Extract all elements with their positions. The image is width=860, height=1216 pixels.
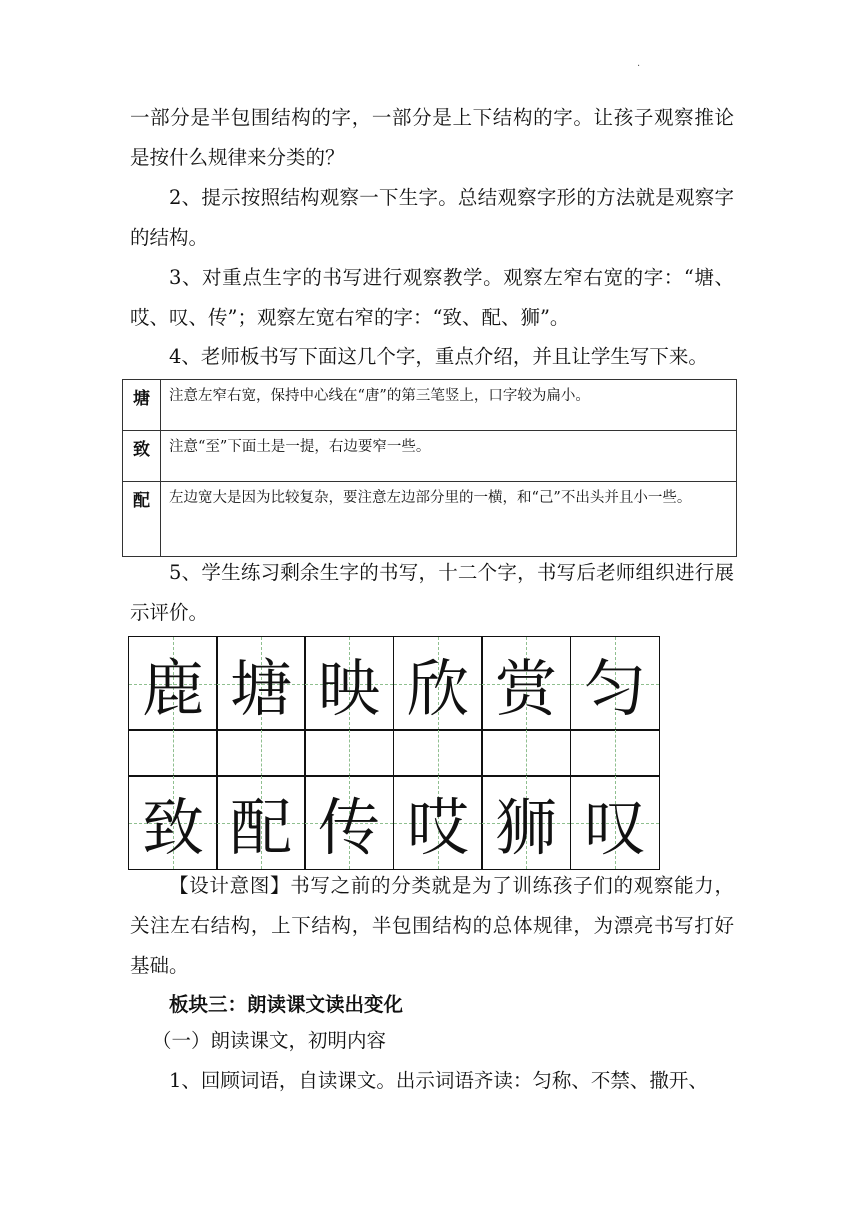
note-char: 致 (123, 431, 161, 482)
paragraph-step-2: 2、提示按照结构观察一下生字。总结观察字形的方法就是观察字的结构。 (130, 186, 734, 249)
grid-cell-blank (481, 729, 571, 777)
grid-cell (128, 775, 218, 870)
paragraph-step-3: 3、对重点生字的书写进行观察教学。观察左窄右宽的字：“塘、哎、叹、传”；观察左宽右窄的字：“致、配、狮”。 (130, 266, 734, 329)
grid-cell (128, 636, 218, 731)
grid-cell (216, 775, 306, 870)
paragraph-structure-classification: 一部分是半包围结构的字，一部分是上下结构的字。让孩子观察推论是按什么规律来分类的？ (130, 106, 734, 169)
grid-cell-blank (216, 729, 306, 777)
practice-writing-grid (128, 636, 660, 870)
practice-char: 叹 (583, 791, 646, 864)
practice-char: 塘 (229, 652, 292, 725)
grid-cell (481, 775, 571, 870)
practice-char: 狮 (494, 791, 557, 864)
paragraph-review-words: 1、回顾词语，自读课文。出示词语齐读：匀称、不禁、撒开、 (169, 1069, 708, 1092)
writing-notes-table (122, 379, 737, 557)
practice-char: 鹿 (141, 652, 204, 725)
grid-cell (481, 636, 571, 731)
paragraph-step-4: 4、老师板书写下面这几个字，重点介绍，并且让学生写下来。 (169, 345, 708, 368)
note-char: 配 (123, 482, 161, 557)
grid-cell-blank (393, 729, 483, 777)
practice-char: 致 (141, 791, 204, 864)
practice-char: 匀 (583, 652, 646, 725)
section-heading: 板块三：朗读课文读出变化 (169, 993, 404, 1016)
grid-cell (393, 775, 483, 870)
table-row (123, 431, 737, 482)
grid-cell (570, 636, 660, 731)
grid-cell (304, 775, 394, 870)
practice-char: 欣 (406, 652, 469, 725)
grid-cell (570, 775, 660, 870)
grid-cell (393, 636, 483, 731)
grid-cell (216, 636, 306, 731)
practice-char: 哎 (406, 791, 469, 864)
grid-cell (304, 636, 394, 731)
grid-cell-blank (570, 729, 660, 777)
table-row (123, 380, 737, 431)
table-row (123, 482, 737, 557)
note-char: 塘 (123, 380, 161, 431)
practice-char: 传 (317, 791, 380, 864)
note-text: 注意左窄右宽，保持中心线在“唐”的第三笔竖上，口字较为扁小。 (161, 380, 737, 431)
page-dot: . (637, 58, 641, 69)
subsection-heading: （一）朗读课文，初明内容 (152, 1029, 387, 1052)
grid-cell-blank (128, 729, 218, 777)
practice-char: 配 (229, 791, 292, 864)
practice-char: 赏 (494, 652, 557, 725)
note-text: 左边宽大是因为比较复杂，要注意左边部分里的一横，和“己”不出头并且小一些。 (161, 482, 737, 557)
practice-char: 映 (317, 652, 380, 725)
paragraph-step-5: 5、学生练习剩余生字的书写，十二个字，书写后老师组织进行展示评价。 (130, 561, 734, 624)
note-text: 注意“至”下面土是一提，右边要窄一些。 (161, 431, 737, 482)
grid-cell-blank (304, 729, 394, 777)
paragraph-design-intent: 【设计意图】书写之前的分类就是为了训练孩子们的观察能力，关注左右结构，上下结构，半包围结构的总体规律，为漂亮书写打好基础。 (130, 874, 734, 977)
